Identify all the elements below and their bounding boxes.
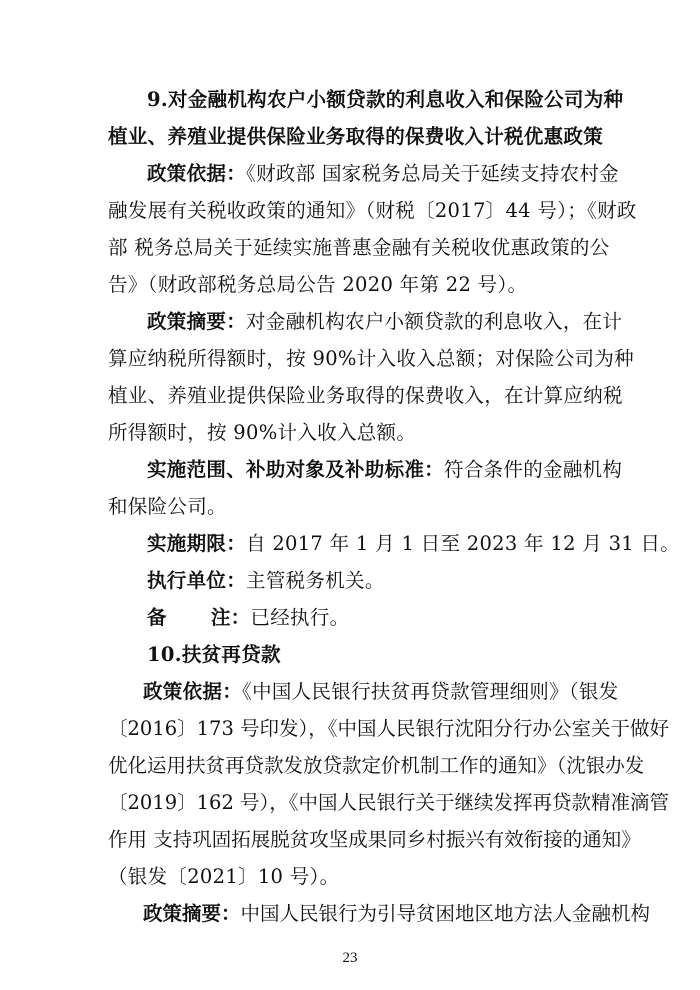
section-9-period-value: 自 2017 年 1 月 1 日至 2023 年 12 月 31 日。	[246, 532, 681, 555]
section-9-basis-text: 《财政部 国家税务总局关于延续支持农村金	[246, 162, 619, 185]
section-10-basis-line-2: 〔2016〕173 号印发），《中国人民银行沈阳分行办公室关于做好	[108, 717, 670, 740]
page-number: 23	[342, 950, 358, 966]
section-9-scope-line-2: 和保险公司。	[108, 495, 227, 518]
section-9-summary-line-3: 植业、养殖业提供保险业务取得的保费收入，在计算应纳税	[108, 384, 623, 407]
section-9-remark-value: 已经执行。	[250, 606, 350, 629]
section-9-summary-label: 政策摘要：	[147, 310, 247, 333]
section-9-remark-label-b: 注：	[210, 606, 251, 629]
section-10-title: 10.扶贫再贷款	[147, 643, 281, 666]
section-9-basis-line-1	[147, 159, 619, 189]
section-9-title-line-1: 9.对金融机构农户小额贷款的利息收入和保险公司为种	[147, 88, 624, 111]
section-10-basis-line-1	[143, 677, 619, 707]
section-9-basis-line-4: 告》（财政部税务总局公告 2020 年第 22 号）。	[108, 273, 528, 296]
section-10-basis-line-3: 优化运用扶贫再贷款发放贷款定价机制工作的通知》（沈银办发	[108, 754, 645, 777]
section-9-summary-line-2: 算应纳税所得额时，按 90%计入收入总额；对保险公司为种	[108, 347, 634, 370]
section-9-summary-text: 对金融机构农户小额贷款的利息收入，在计	[246, 310, 623, 333]
section-9-basis-line-2: 融发展有关税收政策的通知》（财税〔2017〕44 号）；《财政	[108, 199, 637, 222]
section-9-scope-label: 实施范围、补助对象及补助标准：	[147, 458, 445, 481]
section-9-scope-text: 符合条件的金融机构	[444, 458, 623, 481]
section-10-basis-text: 《中国人民银行扶贫再贷款管理细则》（银发	[242, 680, 619, 703]
section-9-period-label: 实施期限：	[147, 532, 247, 555]
section-9-period	[147, 529, 681, 559]
section-9-executor	[147, 566, 594, 596]
section-9-remark	[147, 603, 594, 633]
section-10-summary-label: 政策摘要：	[143, 902, 241, 925]
section-10-summary-line-1	[143, 899, 651, 929]
section-10-basis-line-5: 作用 支持巩固拓展脱贫攻坚成果同乡村振兴有效衔接的通知》	[108, 828, 641, 851]
section-9-executor-label: 执行单位：	[147, 569, 247, 592]
section-9-summary-line-4: 所得额时，按 90%计入收入总额。	[108, 421, 417, 444]
section-9-scope-line-1	[147, 455, 623, 485]
section-10-summary-text: 中国人民银行为引导贫困地区地方法人金融机构	[240, 902, 651, 925]
section-10-basis-line-6: （银发〔2021〕10 号）。	[108, 865, 340, 888]
section-9-remark-label-a: 备	[147, 606, 167, 629]
section-9-executor-value: 主管税务机关。	[246, 569, 385, 592]
section-10-basis-line-4: 〔2019〕162 号），《中国人民银行关于继续发挥再贷款精准滴管	[108, 791, 670, 814]
section-9-basis-line-3: 部 税务总局关于延续实施普惠金融有关税收优惠政策的公	[108, 236, 610, 259]
section-9-summary-line-1	[147, 307, 623, 337]
section-9-basis-label: 政策依据：	[147, 162, 247, 185]
section-10-basis-label: 政策依据：	[143, 680, 243, 703]
section-9-title-line-2: 植业、养殖业提供保险业务取得的保费收入计税优惠政策	[108, 125, 604, 148]
